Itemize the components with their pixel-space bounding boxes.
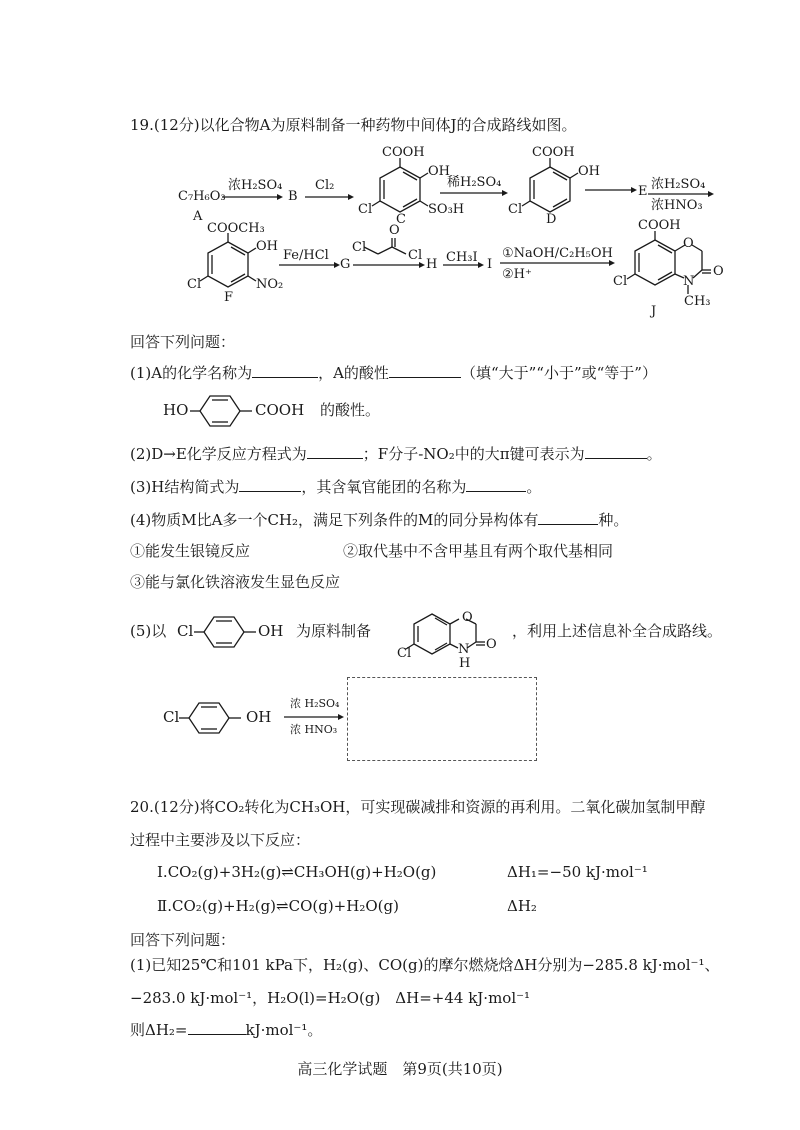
p3-text-c: 。 — [526, 478, 542, 496]
reagent-5: Fe/HCl — [283, 248, 329, 263]
condition-1: ①能发生银镜反应 — [130, 542, 251, 560]
p20-ask-text-b: kJ·mol⁻¹。 — [245, 1021, 323, 1039]
j-o: O — [683, 236, 694, 251]
p4-text-a: (4)物质M比A多一个CH₂，满足下列条件的M的同分异构体有 — [130, 511, 539, 529]
j-cl: Cl — [613, 274, 628, 289]
reagent-7a: ①NaOH/C₂H₅OH — [502, 246, 613, 261]
route-reagent-2: 浓 HNO₃ — [290, 723, 338, 736]
j-cooh: COOH — [638, 218, 681, 233]
reaction-1-equation: Ⅰ.CO₂(g)+3H₂(g)⇌CH₃OH(g)+H₂O(g) — [157, 863, 437, 881]
q20-part1-line1: (1)已知25℃和101 kPa下，H₂(g)、CO(g)的摩尔燃烧焓ΔH分别为−285.8 kJ·mol⁻¹、 — [130, 956, 720, 974]
route-cl: Cl — [163, 708, 180, 726]
p5-prod-cl: Cl — [397, 646, 412, 661]
p3-text-a: (3)H结构简式为 — [130, 478, 240, 496]
p5-oh: OH — [258, 622, 284, 640]
p1-cooh: COOH — [255, 401, 305, 419]
label-a: A — [193, 209, 203, 224]
compound-d-ring — [522, 158, 578, 212]
acyl-cl1: Cl — [352, 240, 367, 255]
p5-n: N — [458, 642, 470, 657]
p4-text-b: 种。 — [598, 511, 629, 529]
f-cl: Cl — [187, 277, 202, 292]
reagent-2: Cl₂ — [315, 178, 335, 193]
p5-o: O — [462, 610, 473, 625]
q19-part3 — [130, 477, 541, 497]
q20-part1-line2: −283.0 kJ·mol⁻¹，H₂O(l)=H₂O(g) ΔH=+44 kJ·mol⁻¹ — [130, 989, 531, 1007]
c-oh: OH — [428, 164, 450, 179]
label-j: J — [651, 304, 657, 319]
synthesis-scheme — [0, 0, 800, 330]
p1-tail: 的酸性。 — [320, 401, 381, 419]
label-b: B — [288, 189, 298, 204]
formula-a: C₇H₆O₃ — [178, 189, 226, 204]
label-i: I — [487, 257, 493, 272]
reagent-7b: ②H⁺ — [502, 267, 532, 282]
reaction-2-equation: Ⅱ.CO₂(g)+H₂(g)⇌CO(g)+H₂O(g) — [157, 897, 399, 915]
p2-text-a: (2)D→E化学反应方程式为 — [130, 445, 307, 463]
reaction-1-enthalpy: ΔH₁=−50 kJ·mol⁻¹ — [507, 863, 648, 881]
q19-part1 — [130, 363, 657, 383]
p3-text-b: ，其含氧官能团的名称为 — [301, 478, 467, 496]
j-n: N — [683, 274, 695, 289]
reagent-4b: 浓HNO₃ — [651, 198, 703, 213]
answer-blank-3b[interactable] — [466, 477, 526, 492]
compound-j-structure — [627, 231, 711, 294]
q20-answer-prompt: 回答下列问题： — [130, 931, 236, 949]
j-o2: O — [713, 264, 724, 279]
compound-f-ring — [200, 233, 256, 287]
p1-text-b: ，A的酸性 — [318, 364, 389, 382]
reagent-1: 浓H₂SO₄ — [228, 178, 283, 193]
p5-h: H — [459, 656, 471, 671]
q19-conditions-row1 — [130, 541, 614, 561]
q19-part4 — [130, 510, 628, 530]
p1-benzene-ring — [190, 392, 260, 432]
f-cooch3: COOCH₃ — [207, 221, 265, 236]
p1-text-c: （填“大于”“小于”或“等于”） — [460, 364, 657, 382]
q20-stem-line2: 过程中主要涉及以下反应： — [130, 831, 311, 849]
p1-text-a: (1)A的化学名称为 — [130, 364, 253, 382]
p1-ho: HO — [163, 401, 189, 419]
p2-text-c: 。 — [646, 445, 662, 463]
q19-answer-prompt: 回答下列问题： — [130, 333, 236, 351]
condition-2: ②取代基中不含甲基且有两个取代基相同 — [343, 542, 614, 560]
acyl-cl2: Cl — [408, 248, 423, 263]
p5-o2: O — [486, 637, 497, 652]
q19-stem: 19.(12分)以化合物A为原料制备一种药物中间体J的合成路线如图。 — [130, 116, 577, 134]
answer-blank-4[interactable] — [538, 510, 598, 525]
q20-reaction-1 — [157, 862, 648, 882]
reaction-2-enthalpy: ΔH₂ — [507, 897, 537, 915]
d-cl: Cl — [508, 202, 523, 217]
page-footer: 高三化学试题 第9页(共10页) — [297, 1060, 503, 1078]
reagent-3: 稀H₂SO₄ — [447, 175, 502, 190]
route-answer-box[interactable] — [347, 677, 537, 761]
c-so3h: SO₃H — [428, 202, 465, 217]
f-oh: OH — [256, 239, 278, 254]
answer-blank-3a[interactable] — [239, 477, 301, 492]
d-oh: OH — [578, 164, 600, 179]
route-chlorophenol-ring — [177, 698, 255, 740]
p2-text-b: ；F分子-NO₂中的大π键可表示为 — [362, 445, 585, 463]
p5-cl: Cl — [177, 622, 194, 640]
answer-blank-20-1[interactable] — [188, 1020, 246, 1035]
route-arrow — [284, 712, 346, 722]
q19-part2 — [130, 444, 662, 464]
c-cooh: COOH — [382, 145, 425, 160]
route-oh: OH — [246, 708, 272, 726]
reagent-4a: 浓H₂SO₄ — [651, 177, 706, 192]
j-ch3: CH₃ — [684, 294, 711, 309]
q20-part1-ask — [130, 1020, 322, 1040]
p5-text-c: ，利用上述信息补全合成路线。 — [512, 622, 723, 640]
label-e: E — [638, 184, 648, 199]
f-no2: NO₂ — [256, 277, 284, 292]
condition-3: ③能与氯化铁溶液发生显色反应 — [130, 573, 341, 591]
q20-stem-line1: 20.(12分)将CO₂转化为CH₃OH，可实现碳减排和资源的再利用。二氧化碳加氢制甲醇 — [130, 798, 706, 816]
label-c: C — [396, 212, 406, 227]
answer-blank-1a[interactable] — [252, 363, 318, 378]
p20-ask-text-a: 则ΔH₂= — [130, 1021, 188, 1039]
label-d: D — [546, 212, 557, 227]
q20-reaction-2 — [157, 896, 537, 916]
answer-blank-1b[interactable] — [389, 363, 461, 378]
d-cooh: COOH — [532, 145, 575, 160]
route-reagent-1: 浓 H₂SO₄ — [290, 697, 340, 710]
answer-blank-2b[interactable] — [585, 444, 647, 459]
c-cl: Cl — [358, 202, 373, 217]
label-h: H — [426, 257, 438, 272]
p5-text-b: 为原料制备 — [296, 622, 372, 640]
reagent-6: CH₃I — [446, 250, 478, 265]
label-g: G — [340, 257, 351, 272]
chloroacetyl-chloride — [364, 238, 406, 254]
compound-c-ring — [372, 158, 428, 212]
p5-text-a: (5)以 — [130, 622, 167, 640]
label-f: F — [224, 290, 234, 305]
acyl-o: O — [389, 223, 400, 238]
answer-blank-2a[interactable] — [307, 444, 363, 459]
